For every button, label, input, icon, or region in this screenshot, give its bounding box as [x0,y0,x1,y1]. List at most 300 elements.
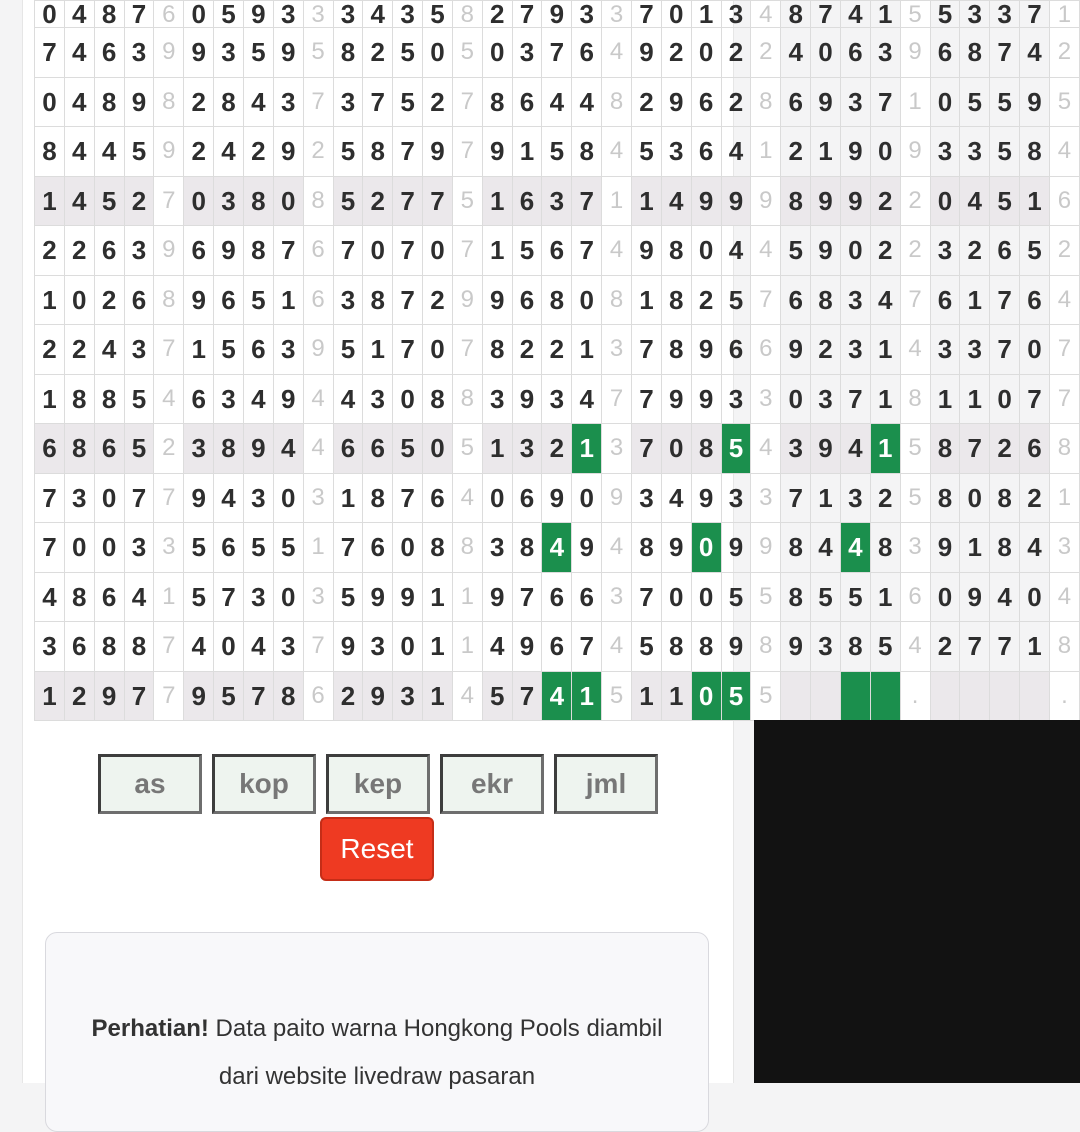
table-cell: 5 [721,275,751,325]
table-cell: 1 [572,424,602,474]
table-cell: 2 [124,176,154,226]
table-cell: 1 [423,572,453,622]
table-cell [870,671,900,721]
table-cell: 6 [303,671,333,721]
table-cell: 2 [482,1,512,28]
table-cell: 8 [781,176,811,226]
table-cell: 0 [393,523,423,573]
table-cell: 5 [1020,226,1050,276]
table-cell: 0 [1020,572,1050,622]
table-cell: 8 [243,226,273,276]
jml-button[interactable]: jml [554,754,658,814]
table-cell: 1 [870,325,900,375]
table-cell: 0 [691,572,721,622]
table-cell: 1 [184,325,214,375]
table-cell: 7 [572,226,602,276]
table-cell: 8 [243,176,273,226]
table-cell: 5 [542,127,572,177]
table-cell: 6 [243,325,273,375]
table-cell: 3 [960,325,990,375]
reset-button[interactable]: Reset [320,817,434,881]
table-cell: 6 [990,226,1020,276]
table-cell: 7 [990,325,1020,375]
table-cell: 4 [35,572,65,622]
table-cell: 9 [840,127,870,177]
table-cell: 4 [602,622,632,672]
table-row [35,374,1080,424]
table-cell: 3 [303,1,333,28]
table-cell: 9 [273,374,303,424]
table-cell: 0 [35,1,65,28]
table-cell: 7 [572,622,602,672]
table-cell: 7 [393,226,423,276]
table-cell: 4 [990,572,1020,622]
table-cell: 0 [214,622,244,672]
table-cell: 9 [721,622,751,672]
table-cell: 4 [542,671,572,721]
table-cell: 8 [363,275,393,325]
table-cell: 1 [482,226,512,276]
table-cell: 2 [243,127,273,177]
table-cell: 2 [930,622,960,672]
table-cell: 9 [900,28,930,78]
table-cell: 7 [393,176,423,226]
table-cell: 8 [124,622,154,672]
table-cell: 2 [542,325,572,375]
table-cell: 7 [452,77,482,127]
table-cell: 0 [572,275,602,325]
table-cell: 1 [900,77,930,127]
paito-table [34,0,1080,721]
table-row [35,325,1080,375]
table-cell: 1 [35,374,65,424]
table-cell: 5 [393,77,423,127]
table-cell: 7 [542,28,572,78]
table-cell: 3 [214,176,244,226]
table-cell: 8 [363,127,393,177]
table-cell: 0 [661,1,691,28]
table-cell: 4 [572,374,602,424]
table-row [35,176,1080,226]
table-cell: 7 [154,325,184,375]
table-cell: 9 [184,473,214,523]
table-cell: 8 [1049,622,1079,672]
table-cell: 8 [781,1,811,28]
table-cell: 4 [94,325,124,375]
table-cell: 1 [303,523,333,573]
table-cell: 5 [482,671,512,721]
table-cell: 7 [333,226,363,276]
table-cell: 0 [661,572,691,622]
table-cell: 8 [423,374,453,424]
table-cell: 5 [840,572,870,622]
table-cell: 2 [900,226,930,276]
table-cell: 5 [214,1,244,28]
table-cell: 8 [423,523,453,573]
table-cell: 9 [900,127,930,177]
table-cell: 7 [452,127,482,177]
table-cell: 4 [64,127,94,177]
table-cell: 3 [482,374,512,424]
table-cell: 1 [960,374,990,424]
as-button[interactable]: as [98,754,202,814]
table-cell: 2 [333,671,363,721]
table-row [35,28,1080,78]
table-cell: 6 [512,77,542,127]
table-cell: 7 [990,28,1020,78]
table-cell: 4 [661,473,691,523]
table-cell: 7 [751,275,781,325]
table-cell: 8 [840,622,870,672]
table-cell: 5 [452,424,482,474]
table-cell: 6 [930,275,960,325]
table-row [35,275,1080,325]
table-cell: 0 [811,28,841,78]
table-cell: 5 [94,176,124,226]
table-row [35,572,1080,622]
table-cell: 1 [870,424,900,474]
table-cell: 6 [542,622,572,672]
table-cell: 7 [840,374,870,424]
table-cell: 4 [542,77,572,127]
table-cell: 8 [273,671,303,721]
table-cell: 7 [960,622,990,672]
table-cell: 2 [35,226,65,276]
table-cell: 2 [870,226,900,276]
table-cell: 8 [214,77,244,127]
table-cell: 7 [35,523,65,573]
table-cell: 7 [632,374,662,424]
table-cell: 7 [124,473,154,523]
table-cell: 6 [184,374,214,424]
table-cell: 7 [632,325,662,375]
table-row [35,1,1080,28]
table-cell: 7 [214,572,244,622]
table-cell: 4 [303,374,333,424]
table-cell: 3 [124,523,154,573]
table-cell: 0 [273,176,303,226]
table-cell: 3 [900,523,930,573]
table-cell: 5 [273,523,303,573]
table-cell: 3 [243,473,273,523]
kep-button[interactable]: kep [326,754,430,814]
table-cell: 7 [423,176,453,226]
table-cell: 3 [363,374,393,424]
table-cell: 7 [512,572,542,622]
table-cell: 2 [721,77,751,127]
table-cell: 6 [94,28,124,78]
table-cell: 6 [930,28,960,78]
table-cell: 8 [691,622,721,672]
table-cell: 9 [1020,77,1050,127]
table-cell: 8 [303,176,333,226]
table-cell: 3 [721,1,751,28]
table-cell: 3 [273,325,303,375]
table-cell: 7 [124,1,154,28]
table-cell: 8 [661,325,691,375]
table-cell: 9 [243,1,273,28]
table-cell: 2 [303,127,333,177]
table-cell: 8 [64,374,94,424]
table-cell: 6 [781,275,811,325]
table-cell: 1 [423,622,453,672]
table-cell: . [1049,671,1079,721]
table-cell: 3 [960,1,990,28]
table-cell: 3 [214,374,244,424]
table-cell: 3 [930,325,960,375]
table-row [35,671,1080,721]
table-cell: 1 [482,424,512,474]
table-cell: 8 [1049,424,1079,474]
table-cell: 5 [452,176,482,226]
table-cell: 6 [840,28,870,78]
table-cell: 9 [124,77,154,127]
table-cell: 5 [721,671,751,721]
table-cell: 5 [721,572,751,622]
table-cell: 3 [721,374,751,424]
table-cell: 8 [154,77,184,127]
table-cell: 6 [512,473,542,523]
table-cell: 6 [572,28,602,78]
table-cell: 8 [94,374,124,424]
table-cell: 5 [214,325,244,375]
table-cell: 8 [35,127,65,177]
table-cell: 4 [721,127,751,177]
ekr-button[interactable]: ekr [440,754,544,814]
table-cell: 3 [542,176,572,226]
table-cell: 4 [154,374,184,424]
table-cell: 3 [811,374,841,424]
table-cell: 3 [64,473,94,523]
table-cell: 4 [602,28,632,78]
table-cell: 7 [572,176,602,226]
table-cell: 2 [94,275,124,325]
table-row [35,622,1080,672]
table-cell [781,671,811,721]
table-cell: 9 [452,275,482,325]
table-cell: 9 [154,226,184,276]
table-cell: 2 [900,176,930,226]
table-cell: 1 [811,127,841,177]
table-cell: 0 [64,275,94,325]
table-cell: 5 [721,424,751,474]
table-cell: 7 [781,473,811,523]
notice-body: Data paito warna Hongkong Pools diambil dari website livedraw pasaran [208,1015,663,1090]
table-cell: 6 [35,424,65,474]
table-cell: 8 [154,275,184,325]
table-cell: 4 [721,226,751,276]
table-cell: 9 [751,176,781,226]
table-cell: 7 [393,473,423,523]
table-cell: 4 [870,275,900,325]
table-cell: 9 [184,28,214,78]
table-cell: 6 [900,572,930,622]
table-cell: 4 [751,1,781,28]
table-cell: 3 [273,622,303,672]
table-cell: 3 [1049,523,1079,573]
table-cell: 9 [960,572,990,622]
table-cell: 4 [124,572,154,622]
table-cell: 9 [751,523,781,573]
table-cell: 4 [64,1,94,28]
table-cell: 3 [124,325,154,375]
table-cell: 6 [542,572,572,622]
table-cell: 4 [214,473,244,523]
table-cell: 8 [661,226,691,276]
table-cell: 3 [124,28,154,78]
table-cell: 9 [661,77,691,127]
table-cell: 5 [393,28,423,78]
table-cell: 8 [632,523,662,573]
table-cell: 6 [512,176,542,226]
table-cell: 9 [691,176,721,226]
table-cell: 0 [990,374,1020,424]
table-cell: 9 [184,275,214,325]
table-cell: 7 [960,424,990,474]
table-cell: 3 [243,572,273,622]
table-cell: 3 [214,28,244,78]
table-cell: 1 [960,523,990,573]
table-cell: 3 [393,671,423,721]
table-cell: 4 [602,127,632,177]
table-row [35,226,1080,276]
table-cell: 3 [602,325,632,375]
table-cell: 5 [333,127,363,177]
table-cell: 5 [184,523,214,573]
table-cell: 5 [632,622,662,672]
table-cell: 2 [184,77,214,127]
table-cell: 8 [960,28,990,78]
table-cell: 7 [393,275,423,325]
table-cell: 2 [751,28,781,78]
table-cell: 4 [840,1,870,28]
table-cell: 6 [94,572,124,622]
kop-button[interactable]: kop [212,754,316,814]
table-cell: 4 [243,374,273,424]
table-cell: 2 [1049,226,1079,276]
table-cell: 9 [94,671,124,721]
table-cell: 9 [243,424,273,474]
table-cell: 0 [393,622,423,672]
table-cell: 1 [870,1,900,28]
table-cell: 5 [333,176,363,226]
table-cell: 1 [632,275,662,325]
table-cell: 4 [303,424,333,474]
table-row [35,424,1080,474]
table-cell: 8 [751,77,781,127]
table-cell: 0 [870,127,900,177]
table-cell: 3 [840,473,870,523]
table-cell: 5 [900,473,930,523]
table-cell: 0 [1020,325,1050,375]
table-cell: 5 [333,572,363,622]
table-cell: 3 [751,374,781,424]
table-cell: 1 [35,176,65,226]
table-cell: 5 [423,1,453,28]
table-cell: 4 [781,28,811,78]
table-cell: 9 [811,424,841,474]
table-cell: 3 [870,28,900,78]
table-cell: 9 [363,671,393,721]
table-cell: 4 [1020,523,1050,573]
table-cell: 1 [1020,622,1050,672]
table-cell: 5 [990,127,1020,177]
table-cell [960,671,990,721]
table-cell: 8 [482,77,512,127]
table-cell: 5 [870,622,900,672]
table-cell: 3 [751,473,781,523]
table-cell: 0 [960,473,990,523]
table-cell: 6 [363,424,393,474]
table-cell: 9 [184,671,214,721]
table-cell: 0 [184,176,214,226]
table-cell: 8 [930,473,960,523]
table-cell: 1 [1049,473,1079,523]
table-cell: 5 [243,275,273,325]
table-cell: 2 [1049,28,1079,78]
table-cell: 3 [930,226,960,276]
table-cell: 5 [960,77,990,127]
table-cell: 0 [423,28,453,78]
table-cell: 0 [691,671,721,721]
table-cell: 1 [751,127,781,177]
table-cell: 9 [214,226,244,276]
table-cell: 2 [721,28,751,78]
mode-button-row [98,754,658,814]
table-cell: 1 [870,572,900,622]
table-cell: 2 [363,176,393,226]
table-cell: 4 [661,176,691,226]
table-cell: 9 [154,28,184,78]
table-cell: 6 [542,226,572,276]
table-cell: 7 [900,275,930,325]
table-cell: 3 [184,424,214,474]
table-cell: 9 [602,473,632,523]
table-cell: 1 [811,473,841,523]
table-cell: 3 [333,1,363,28]
table-cell: 9 [303,325,333,375]
table-cell: 3 [154,523,184,573]
table-cell: 8 [214,424,244,474]
table-cell: 4 [94,127,124,177]
table-cell: 0 [661,424,691,474]
table-cell: 8 [990,473,1020,523]
table-cell: 6 [423,473,453,523]
table-cell: 8 [572,127,602,177]
table-cell: 7 [811,1,841,28]
table-cell: 2 [811,325,841,375]
table-cell: 5 [333,325,363,375]
table-cell: 3 [512,424,542,474]
table-cell: 2 [960,226,990,276]
table-row [35,523,1080,573]
table-cell: 9 [154,127,184,177]
table-cell: 1 [452,572,482,622]
table-cell: 9 [811,77,841,127]
notice-bold: Perhatian! [91,1015,209,1042]
table-cell: 4 [214,127,244,177]
table-cell: 8 [512,523,542,573]
table-cell: 0 [64,523,94,573]
table-cell: 7 [393,325,423,375]
table-cell: 5 [900,1,930,28]
table-cell: 1 [870,374,900,424]
table-cell: 1 [35,275,65,325]
table-cell: 7 [512,671,542,721]
table-cell: 6 [721,325,751,375]
table-cell: 6 [184,226,214,276]
table-cell: 4 [542,523,572,573]
